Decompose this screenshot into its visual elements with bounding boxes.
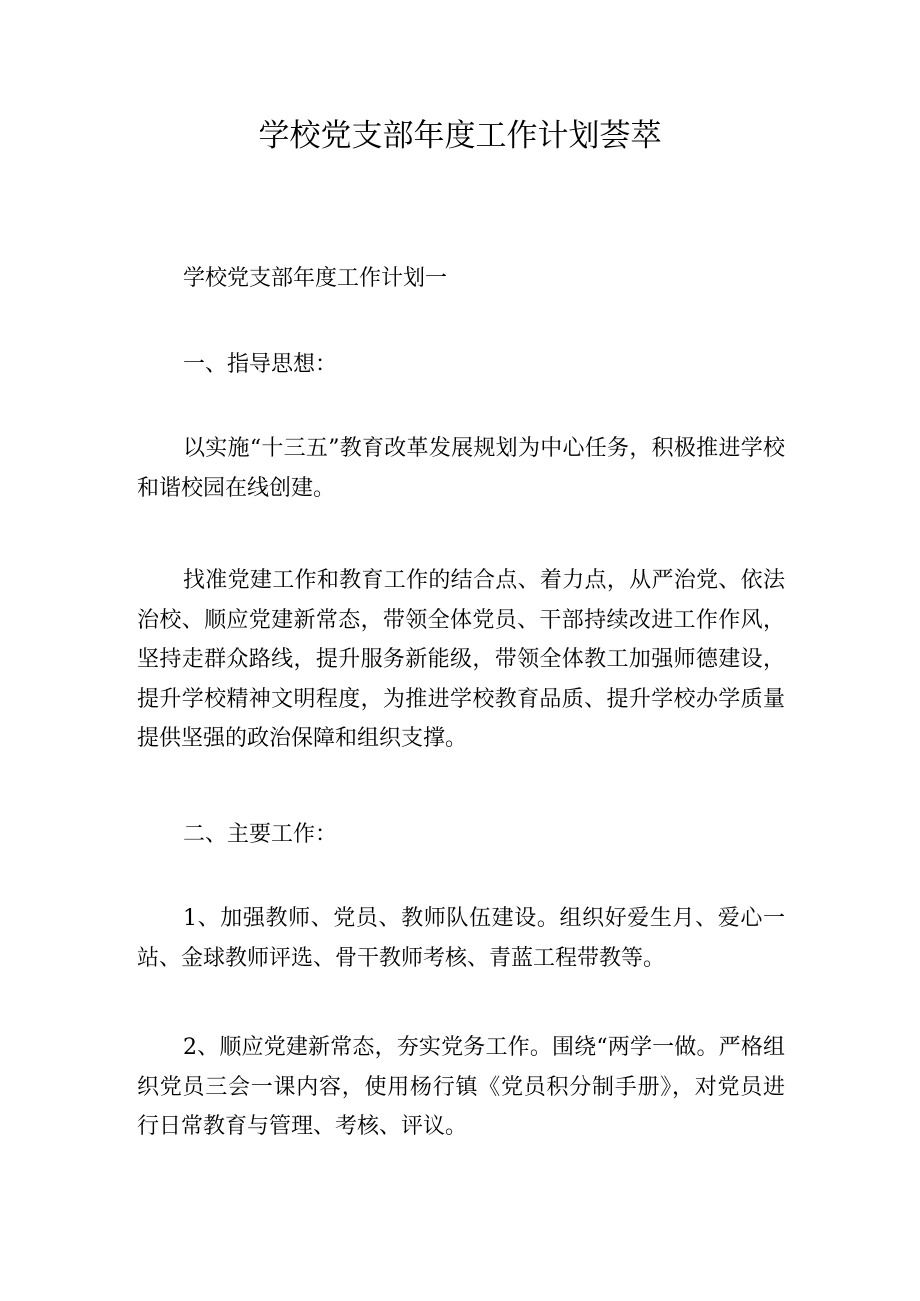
section-heading-guiding-ideology: 一、指导思想： [183,352,338,377]
document-title: 学校党支部年度工作计划荟萃 [258,118,662,154]
paragraph-party-building: 找准党建工作和教育工作的结合点、着力点，从严治党、依法治校、顺应党建新常态，带领全体党员、干部持续改进工作作风，坚持走群众路线，提升服务新能级，带领全体教工加强师德建设，提升学校精神文明程度，为推进学校教育品质、提升学校办学质量提供坚强的政治保障和组织支撑。 [137,568,785,751]
list-item-party-affairs: 2、顺应党建新常态，夯实党务工作。围绕“两学一做。严格组织党员三会一课内容，使用杨行镇《党员积分制手册》，对党员进行日常教育与管理、考核、评议。 [137,1035,785,1139]
section-heading-main-work: 二、主要工作： [183,822,338,847]
list-item-teacher-team: 1、加强教师、党员、教师队伍建设。组织好爱生月、爱心一站、金球教师评选、骨干教师考核、青蓝工程带教等。 [137,906,785,971]
paragraph-central-task: 以实施“十三五”教育改革发展规划为中心任务，积极推进学校和谐校园在线创建。 [137,436,785,501]
plan-subtitle: 学校党支部年度工作计划一 [183,266,448,291]
